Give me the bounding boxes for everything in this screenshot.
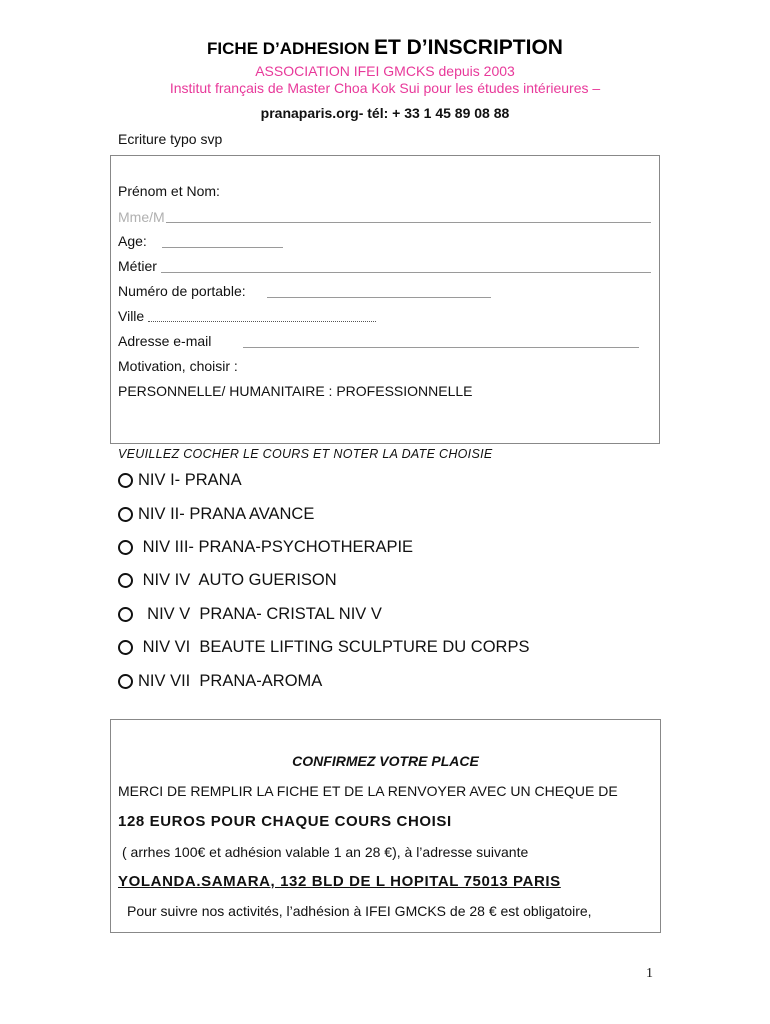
course-label: NIV V PRANA- CRISTAL NIV V	[138, 605, 382, 623]
course-item[interactable]	[118, 471, 242, 490]
confirm-heading: CONFIRMEZ VOTRE PLACE	[292, 753, 479, 769]
email-field[interactable]	[243, 347, 639, 348]
course-item[interactable]	[118, 571, 337, 590]
mme-m-placeholder: Mme/M	[118, 209, 165, 225]
radio-circle-icon[interactable]	[118, 607, 133, 622]
email-label: Adresse e-mail	[118, 333, 212, 349]
mailing-address: YOLANDA.SAMARA, 132 BLD DE L HOPITAL 75013 PARIS	[118, 873, 561, 890]
age-label: Age:	[118, 233, 147, 249]
course-item[interactable]	[118, 605, 382, 624]
prenom-nom-label: Prénom et Nom:	[118, 183, 220, 199]
radio-circle-icon[interactable]	[118, 507, 133, 522]
institut-line: Institut français de Master Choa Kok Sui pour les études intérieures –	[169, 80, 601, 96]
document-title	[0, 36, 770, 60]
age-field[interactable]	[162, 247, 283, 248]
radio-circle-icon[interactable]	[118, 573, 133, 588]
motivation-options: PERSONNELLE/ HUMANITAIRE : PROFESSIONNELLE	[118, 383, 473, 399]
confirm-line-1: MERCI DE REMPLIR LA FICHE ET DE LA RENVOYER AVEC UN CHEQUE DE	[118, 783, 618, 799]
radio-circle-icon[interactable]	[118, 540, 133, 555]
course-label: NIV IV AUTO GUERISON	[138, 571, 337, 589]
course-label: NIV VI BEAUTE LIFTING SCULPTURE DU CORPS	[138, 638, 530, 656]
course-label: NIV I- PRANA	[138, 471, 242, 489]
course-label: NIV VII PRANA-AROMA	[138, 672, 323, 690]
motivation-label: Motivation, choisir :	[118, 358, 238, 374]
radio-circle-icon[interactable]	[118, 674, 133, 689]
name-field[interactable]	[166, 222, 651, 223]
confirm-price-line: 128 EUROS POUR CHAQUE COURS CHOISI	[118, 813, 452, 830]
course-item[interactable]	[118, 638, 529, 657]
portable-label: Numéro de portable:	[118, 283, 246, 299]
association-line: ASSOCIATION IFEI GMCKS depuis 2003	[255, 63, 515, 79]
course-label: NIV III- PRANA-PSYCHOTHERAPIE	[138, 538, 414, 556]
title-part-1: FICHE D’ADHESION	[207, 39, 370, 58]
course-item[interactable]	[118, 538, 413, 557]
metier-label: Métier	[118, 258, 157, 274]
typo-note: Ecriture typo svp	[118, 131, 223, 147]
confirm-line-5: Pour suivre nos activités, l’adhésion à IFEI GMCKS de 28 € est obligatoire,	[127, 903, 592, 919]
course-instructions: VEUILLEZ COCHER LE COURS ET NOTER LA DATE CHOISIE	[118, 447, 493, 461]
course-item[interactable]	[118, 505, 314, 524]
title-part-2: ET D’INSCRIPTION	[373, 36, 563, 59]
radio-circle-icon[interactable]	[118, 473, 133, 488]
metier-field[interactable]	[161, 272, 651, 273]
course-item[interactable]	[118, 672, 322, 691]
ville-label: Ville	[118, 308, 145, 324]
course-label: NIV II- PRANA AVANCE	[138, 505, 315, 523]
confirm-line-3: ( arrhes 100€ et adhésion valable 1 an 28 €), à l’adresse suivante	[122, 844, 529, 860]
contact-line: pranaparis.org- tél: + 33 1 45 89 08 88	[260, 105, 510, 121]
portable-field[interactable]	[267, 297, 491, 298]
page-number: 1	[646, 966, 653, 981]
ville-field[interactable]	[148, 321, 376, 322]
radio-circle-icon[interactable]	[118, 640, 133, 655]
